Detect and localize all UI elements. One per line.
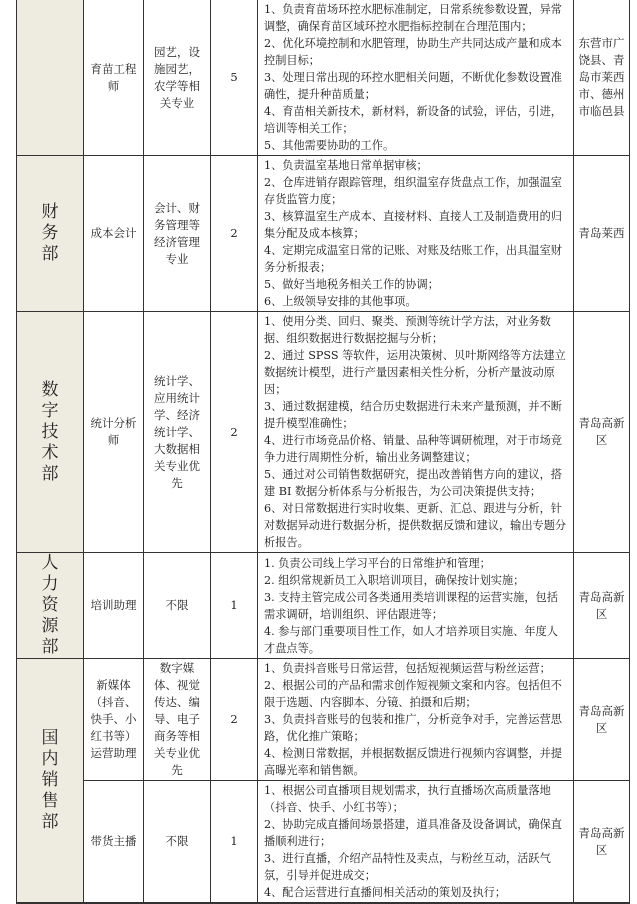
duties-cell [258, 781, 574, 904]
duty-item: 6、对日常数据进行实时收集、更新、汇总、跟进与分析，针对数据异动进行数据分析，提供数据反馈和建议，输出专题分析报告。 [264, 502, 567, 549]
location-cell [574, 781, 630, 904]
table-row [17, 156, 630, 312]
department-cell [17, 156, 84, 312]
department-cell-text: 数字技术部 [41, 379, 59, 484]
major-cell-text: 统计学、应用统计学、经济统计学、大数据相关专业优先 [154, 373, 200, 490]
headcount-cell-text: 1 [230, 834, 238, 848]
location-cell [574, 659, 630, 781]
duty-item: 5、其他需要协助的工作。 [264, 139, 395, 152]
major-cell-text: 园艺，设施园艺，农学等相关专业 [154, 44, 200, 110]
department-cell-text: 财务部 [41, 202, 59, 264]
duty-item: 2、通过 SPSS 等软件，运用决策树、贝叶斯网络等方法建立数据统计模型，进行产量因素相关性分析，分析产量波动原因； [264, 349, 566, 396]
duty-item: 4、进行市场竞品价格、销量、品种等调研梳理，对于市场竞争力进行周期性分析，输出业务调整建议； [264, 434, 562, 464]
table-row [17, 553, 630, 659]
duties-cell [258, 553, 574, 659]
duty-item: 2. 组织常规新员工入职培训项目，确保按计划实施； [264, 573, 525, 587]
major-cell-text: 数字媒体、视觉传达、编导、电子商务等相关专业优先 [154, 661, 200, 777]
position-cell [84, 781, 144, 904]
location-cell-text: 青岛高新区 [578, 416, 625, 447]
headcount-cell [211, 659, 258, 781]
duty-item: 3、处理日常出现的环控水肥相关问题，不断优化参数设置准确性，提升种苗质量； [264, 71, 562, 101]
job-positions-table [16, 0, 630, 904]
duties-cell [258, 0, 574, 156]
duty-item: 3. 支持主管完成公司各类通用类培训课程的运营实施，包括需求调研，培训组织、评估跟进等； [264, 590, 558, 621]
duty-item: 3、进行直播，介绍产品特性及卖点，与粉丝互动，活跃气氛，引导并促进成交； [264, 852, 551, 882]
location-cell [574, 156, 630, 312]
duty-item: 4、配合运营进行直播间相关活动的策划及执行； [264, 886, 507, 899]
position-cell [84, 553, 144, 659]
duty-item: 1、负责温室基地日常单据审核； [264, 159, 428, 172]
location-cell-text: 青岛高新区 [578, 825, 625, 857]
table-row [17, 312, 630, 553]
major-cell [144, 0, 211, 156]
department-cell [17, 553, 84, 659]
position-cell-text: 新媒体（抖音、快手、小红书等）运营助理 [90, 678, 137, 760]
location-cell-text: 青岛高新区 [578, 589, 625, 621]
department-cell [17, 0, 84, 156]
duty-item: 1. 负责公司线上学习平台的日常维护和管理； [264, 556, 491, 570]
headcount-cell-text: 2 [230, 712, 238, 726]
department-cell-text: 国内销售部 [41, 728, 59, 832]
position-cell [84, 156, 144, 312]
location-cell-text: 青岛高新区 [578, 703, 625, 735]
headcount-cell-text: 1 [230, 598, 238, 612]
duty-item: 4、育苗相关新技术，新材料，新设备的试验，评估，引进，培训等相关工作； [264, 105, 562, 135]
duty-item: 3、负责抖音账号的包装和推广，分析竞争对手，完善运营思路，优化推广策略； [264, 713, 562, 743]
major-cell [144, 553, 211, 659]
duty-item: 2、协助完成直播间场景搭建，道具准备及设备调试，确保直播顺利进行； [264, 818, 562, 848]
duty-item: 3、核算温室生产成本、直接材料、直接人工及制造费用的归集分配及成本核算； [264, 210, 562, 240]
location-cell [574, 312, 630, 553]
table-row [17, 659, 630, 781]
headcount-cell [211, 781, 258, 904]
location-cell-text: 东营市广饶县、青岛市莱西市、德州市临邑县 [578, 36, 625, 118]
duty-item: 6、上级领导安排的其他事项。 [264, 295, 417, 308]
position-cell-text: 统计分析师 [90, 416, 137, 447]
duties-cell [258, 659, 574, 781]
duty-item: 1、负责抖音账号日常运营，包括短视频运营与粉丝运营； [264, 662, 551, 675]
headcount-cell-text: 2 [230, 424, 238, 439]
position-cell-text: 成本会计 [90, 226, 137, 240]
location-cell-text: 青岛莱西 [578, 226, 625, 240]
duties-cell [258, 312, 574, 553]
position-cell [84, 0, 144, 156]
major-cell [144, 156, 211, 312]
position-cell [84, 659, 144, 781]
duty-item: 5、做好当地税务相关工作的协调； [264, 278, 439, 291]
location-cell [574, 553, 630, 659]
headcount-cell [211, 0, 258, 156]
headcount-cell-text: 5 [230, 70, 238, 84]
duty-item: 4、定期完成温室日常的记账、对账及结账工作，出具温室财务分析报表； [264, 244, 562, 274]
major-cell-text: 会计、财务管理等经济管理专业 [154, 200, 200, 266]
duty-item: 2、优化环境控制和水肥管理，协助生产共同达成产量和成本控制目标； [264, 37, 562, 67]
duty-item: 2、仓库进销存跟踪管理，组织温室存货盘点工作，加强温室存货监管力度； [264, 176, 562, 206]
major-cell-text: 不限 [165, 598, 189, 612]
department-cell [17, 312, 84, 553]
duty-item: 1、负责育苗场环控水肥标准制定，日常系统参数设置，异常调整，确保育苗区域环控水肥指标控制在合理范围内； [264, 3, 562, 33]
position-cell-text: 带货主播 [90, 834, 137, 848]
table-row [17, 0, 630, 156]
headcount-cell [211, 553, 258, 659]
position-cell-text: 育苗工程师 [90, 61, 137, 93]
duty-item: 1、根据公司直播项目规划需求，执行直播场次高质量落地（抖音、快手、小红书等）； [264, 784, 551, 814]
duty-item: 3、通过数据建模，结合历史数据进行未来产量预测，并不断提升模型准确性； [264, 400, 562, 430]
location-cell [574, 0, 630, 156]
headcount-cell [211, 312, 258, 553]
major-cell [144, 781, 211, 904]
duties-cell [258, 156, 574, 312]
department-cell-text: 人力资源部 [41, 553, 59, 657]
position-cell [84, 312, 144, 553]
table-row [17, 781, 630, 904]
department-cell [17, 659, 84, 904]
duty-item: 4、检测日常数据，并根据数据反馈进行视频内容调整，并提高曝光率和销售额。 [264, 747, 562, 777]
duty-item: 4. 参与部门重要项目性工作，如人才培养项目实施、年度人才盘点等。 [264, 624, 558, 655]
headcount-cell-text: 2 [230, 226, 238, 240]
duty-item: 2、根据公司的产品和需求创作短视频文案和内容。包括但不限于选题、内容脚本、分镜、拍摄和后期； [264, 679, 562, 709]
duty-item: 5、通过对公司销售数据研究，提出改善销售方向的建议，搭建 BI 数据分析体系与分析报告，为公司决策提供支持； [264, 468, 562, 498]
major-cell [144, 312, 211, 553]
major-cell-text: 不限 [165, 834, 189, 848]
position-cell-text: 培训助理 [90, 598, 137, 612]
duty-item: 1、使用分类、回归、聚类、预测等统计学方法，对业务数据、组织数据进行数据挖掘与分析； [264, 315, 551, 345]
table-body [17, 0, 630, 903]
headcount-cell [211, 156, 258, 312]
major-cell [144, 659, 211, 781]
